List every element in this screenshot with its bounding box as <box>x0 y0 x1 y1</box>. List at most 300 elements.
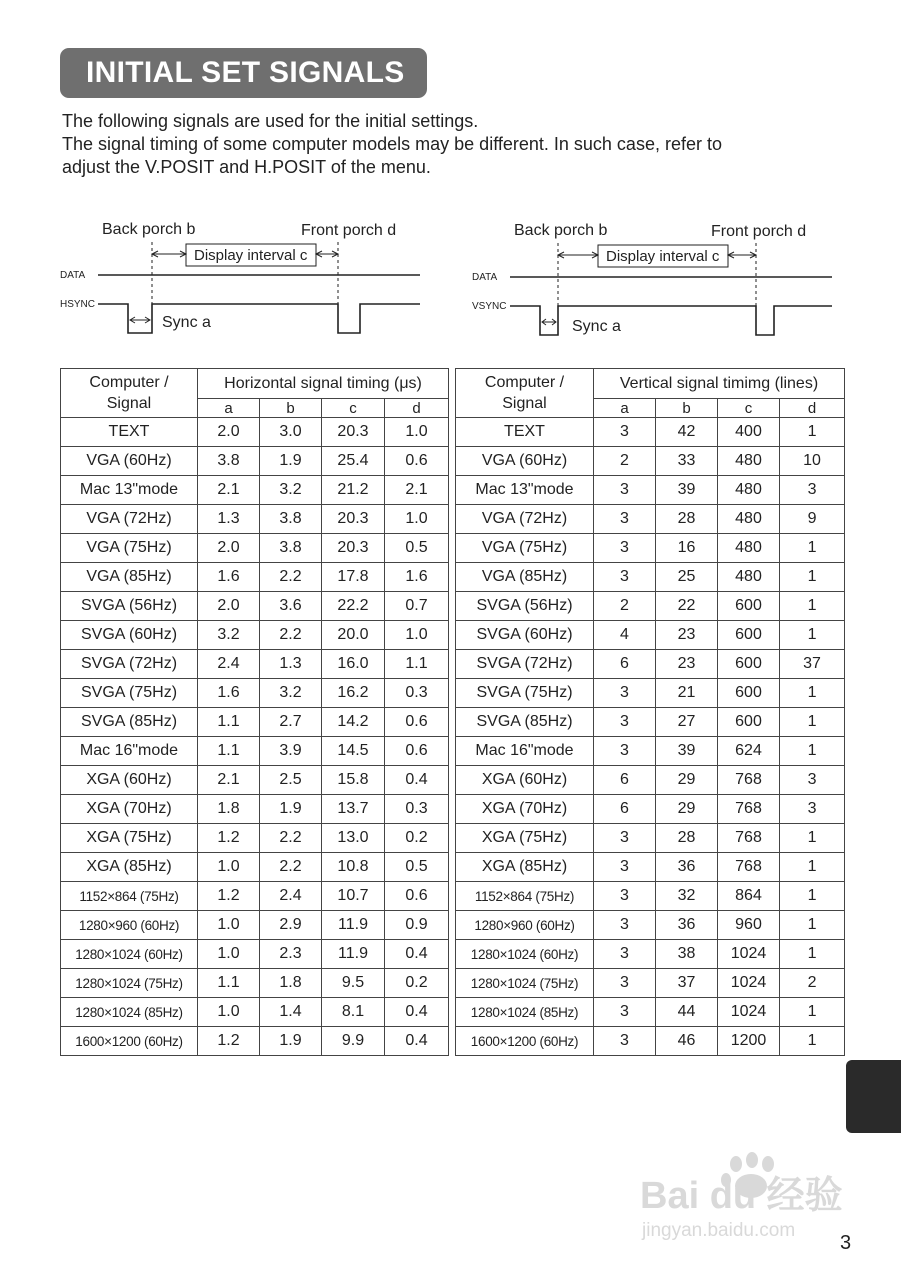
signal-name-cell: 1280×1024 (60Hz) <box>456 940 594 969</box>
timing-value-cell: 0.6 <box>385 447 449 476</box>
timing-value-cell: 2.7 <box>260 708 322 737</box>
signal-name-cell: XGA (85Hz) <box>456 853 594 882</box>
timing-value-cell: 6 <box>594 766 656 795</box>
back-porch-label: Back porch b <box>102 221 196 238</box>
signal-name-cell: Mac 16"mode <box>456 737 594 766</box>
table-row <box>61 621 449 650</box>
timing-value-cell: 3.2 <box>260 679 322 708</box>
display-interval-label: Display interval c <box>194 247 308 264</box>
signal-name-cell: SVGA (85Hz) <box>61 708 198 737</box>
timing-value-cell: 1.1 <box>198 737 260 766</box>
timing-value-cell: 20.3 <box>322 534 385 563</box>
timing-value-cell: 600 <box>718 708 780 737</box>
timing-value-cell: 2.1 <box>385 476 449 505</box>
back-porch-label: Back porch b <box>514 222 608 239</box>
timing-value-cell: 2 <box>594 592 656 621</box>
table-row <box>61 969 449 998</box>
timing-value-cell: 1.8 <box>198 795 260 824</box>
page-number: 3 <box>840 1232 852 1254</box>
table-row <box>456 650 845 679</box>
timing-value-cell: 36 <box>656 911 718 940</box>
timing-value-cell: 1024 <box>718 998 780 1027</box>
timing-value-cell: 1.3 <box>260 650 322 679</box>
timing-value-cell: 37 <box>656 969 718 998</box>
timing-value-cell: 2.4 <box>260 882 322 911</box>
timing-value-cell: 28 <box>656 505 718 534</box>
timing-value-cell: 1.0 <box>198 853 260 882</box>
signal-name-cell: 1600×1200 (60Hz) <box>456 1027 594 1056</box>
signal-name-cell: VGA (72Hz) <box>456 505 594 534</box>
signal-name-cell: 1152×864 (75Hz) <box>61 882 198 911</box>
table-row <box>61 795 449 824</box>
timing-value-cell: 17.8 <box>322 563 385 592</box>
timing-value-cell: 3 <box>594 969 656 998</box>
timing-value-cell: 1.9 <box>260 1027 322 1056</box>
table-row <box>456 505 845 534</box>
timing-value-cell: 3 <box>594 911 656 940</box>
timing-value-cell: 1.0 <box>385 621 449 650</box>
column-group-header: Horizontal signal timing (μs) <box>198 369 449 399</box>
baidu-watermark <box>640 1150 850 1250</box>
timing-value-cell: 3 <box>594 940 656 969</box>
intro-line: The signal timing of some computer models may be different. In such case, refer to <box>62 134 722 154</box>
column-header-b: b <box>260 399 322 418</box>
timing-value-cell: 1 <box>780 940 845 969</box>
timing-value-cell: 768 <box>718 795 780 824</box>
table-row <box>61 534 449 563</box>
timing-value-cell: 0.4 <box>385 998 449 1027</box>
vsync-signal-waveform <box>510 306 832 335</box>
table-row <box>456 621 845 650</box>
timing-value-cell: 20.0 <box>322 621 385 650</box>
signal-name-cell: Mac 13"mode <box>61 476 198 505</box>
timing-value-cell: 2 <box>594 447 656 476</box>
timing-value-cell: 29 <box>656 795 718 824</box>
table-row <box>61 766 449 795</box>
timing-value-cell: 2.3 <box>260 940 322 969</box>
timing-value-cell: 1.1 <box>385 650 449 679</box>
timing-value-cell: 3 <box>594 1027 656 1056</box>
timing-value-cell: 33 <box>656 447 718 476</box>
vsync-timing-diagram <box>470 212 850 342</box>
table-row <box>61 1027 449 1056</box>
table-row <box>456 824 845 853</box>
page-title: INITIAL SET SIGNALS <box>60 48 427 98</box>
timing-value-cell: 1.2 <box>198 824 260 853</box>
timing-value-cell: 3.8 <box>260 534 322 563</box>
signal-name-cell: VGA (85Hz) <box>61 563 198 592</box>
timing-value-cell: 27 <box>656 708 718 737</box>
timing-value-cell: 3 <box>594 476 656 505</box>
timing-value-cell: 768 <box>718 853 780 882</box>
timing-value-cell: 1 <box>780 708 845 737</box>
column-header-a: a <box>594 399 656 418</box>
timing-value-cell: 3.2 <box>198 621 260 650</box>
timing-value-cell: 15.8 <box>322 766 385 795</box>
table-row <box>456 563 845 592</box>
timing-value-cell: 0.2 <box>385 969 449 998</box>
timing-value-cell: 2.2 <box>260 853 322 882</box>
column-header-signal <box>61 369 198 418</box>
display-interval-label: Display interval c <box>606 248 720 265</box>
table-row <box>456 708 845 737</box>
table-row <box>456 418 845 447</box>
timing-value-cell: 2.0 <box>198 418 260 447</box>
timing-value-cell: 20.3 <box>322 505 385 534</box>
timing-value-cell: 3 <box>594 882 656 911</box>
timing-value-cell: 4 <box>594 621 656 650</box>
signal-name-cell: XGA (70Hz) <box>61 795 198 824</box>
sync-a-label: Sync a <box>572 318 621 335</box>
table-row <box>61 679 449 708</box>
table-row <box>456 795 845 824</box>
timing-value-cell: 768 <box>718 766 780 795</box>
timing-value-cell: 1.1 <box>198 969 260 998</box>
timing-value-cell: 42 <box>656 418 718 447</box>
timing-value-cell: 16.2 <box>322 679 385 708</box>
timing-value-cell: 2.1 <box>198 766 260 795</box>
timing-value-cell: 1 <box>780 882 845 911</box>
timing-value-cell: 864 <box>718 882 780 911</box>
timing-value-cell: 2.2 <box>260 621 322 650</box>
signal-name-cell: SVGA (56Hz) <box>456 592 594 621</box>
timing-value-cell: 1 <box>780 853 845 882</box>
table-row <box>456 447 845 476</box>
timing-value-cell: 9 <box>780 505 845 534</box>
signal-name-cell: SVGA (60Hz) <box>456 621 594 650</box>
timing-value-cell: 20.3 <box>322 418 385 447</box>
timing-value-cell: 3.8 <box>198 447 260 476</box>
column-header-a: a <box>198 399 260 418</box>
table-row <box>61 824 449 853</box>
timing-value-cell: 2.4 <box>198 650 260 679</box>
timing-value-cell: 0.7 <box>385 592 449 621</box>
timing-value-cell: 2.2 <box>260 563 322 592</box>
timing-value-cell: 0.4 <box>385 766 449 795</box>
timing-value-cell: 624 <box>718 737 780 766</box>
timing-value-cell: 46 <box>656 1027 718 1056</box>
timing-value-cell: 25.4 <box>322 447 385 476</box>
front-porch-label: Front porch d <box>301 222 397 239</box>
timing-value-cell: 0.2 <box>385 824 449 853</box>
timing-value-cell: 36 <box>656 853 718 882</box>
timing-value-cell: 480 <box>718 476 780 505</box>
timing-value-cell: 9.5 <box>322 969 385 998</box>
timing-value-cell: 14.2 <box>322 708 385 737</box>
watermark-brand: Bai du 经验 <box>640 1175 843 1217</box>
timing-value-cell: 480 <box>718 447 780 476</box>
timing-value-cell: 1.9 <box>260 795 322 824</box>
table-row <box>456 882 845 911</box>
front-porch-label: Front porch d <box>711 223 807 240</box>
table-row <box>61 882 449 911</box>
signal-name-cell: 1600×1200 (60Hz) <box>61 1027 198 1056</box>
timing-value-cell: 1 <box>780 1027 845 1056</box>
vertical-timing-table <box>455 368 845 1056</box>
table-row <box>456 534 845 563</box>
timing-value-cell: 2.0 <box>198 534 260 563</box>
timing-value-cell: 23 <box>656 621 718 650</box>
signal-name-cell: 1280×1024 (85Hz) <box>61 998 198 1027</box>
signal-name-cell: XGA (75Hz) <box>456 824 594 853</box>
timing-value-cell: 0.3 <box>385 679 449 708</box>
column-header-d: d <box>385 399 449 418</box>
timing-value-cell: 600 <box>718 679 780 708</box>
signal-name-cell: SVGA (56Hz) <box>61 592 198 621</box>
signal-name-cell: SVGA (60Hz) <box>61 621 198 650</box>
horizontal-timing-body <box>61 418 449 1056</box>
timing-value-cell: 1024 <box>718 940 780 969</box>
timing-value-cell: 0.6 <box>385 708 449 737</box>
signal-name-cell: 1280×1024 (85Hz) <box>456 998 594 1027</box>
timing-value-cell: 3 <box>594 824 656 853</box>
table-row <box>61 418 449 447</box>
timing-value-cell: 10.8 <box>322 853 385 882</box>
table-row <box>456 679 845 708</box>
timing-value-cell: 44 <box>656 998 718 1027</box>
timing-value-cell: 3 <box>780 766 845 795</box>
data-signal-label: DATA <box>60 270 86 281</box>
timing-value-cell: 1 <box>780 534 845 563</box>
timing-value-cell: 14.5 <box>322 737 385 766</box>
signal-name-cell: 1280×960 (60Hz) <box>61 911 198 940</box>
timing-value-cell: 3 <box>594 534 656 563</box>
timing-value-cell: 1 <box>780 621 845 650</box>
signal-name-cell: 1280×1024 (75Hz) <box>456 969 594 998</box>
timing-value-cell: 0.4 <box>385 940 449 969</box>
timing-value-cell: 3.2 <box>260 476 322 505</box>
column-header-c: c <box>718 399 780 418</box>
timing-value-cell: 3 <box>594 708 656 737</box>
signal-name-cell: XGA (60Hz) <box>61 766 198 795</box>
hsync-signal-label: HSYNC <box>60 299 96 310</box>
timing-value-cell: 3 <box>594 505 656 534</box>
table-row <box>456 592 845 621</box>
timing-value-cell: 6 <box>594 795 656 824</box>
timing-value-cell: 1.2 <box>198 1027 260 1056</box>
timing-value-cell: 39 <box>656 737 718 766</box>
timing-value-cell: 1.3 <box>198 505 260 534</box>
timing-value-cell: 960 <box>718 911 780 940</box>
watermark-url: jingyan.baidu.com <box>642 1220 796 1241</box>
signal-name-cell: 1280×1024 (75Hz) <box>61 969 198 998</box>
timing-value-cell: 1200 <box>718 1027 780 1056</box>
table-row <box>456 969 845 998</box>
timing-value-cell: 2.1 <box>198 476 260 505</box>
table-row <box>61 476 449 505</box>
timing-value-cell: 9.9 <box>322 1027 385 1056</box>
sync-a-label: Sync a <box>162 314 211 331</box>
timing-value-cell: 1 <box>780 911 845 940</box>
table-row <box>456 853 845 882</box>
table-row <box>61 592 449 621</box>
signal-name-cell: SVGA (85Hz) <box>456 708 594 737</box>
column-group-header: Vertical signal timimg (lines) <box>594 369 845 399</box>
column-header-c: c <box>322 399 385 418</box>
timing-value-cell: 3.6 <box>260 592 322 621</box>
timing-value-cell: 16 <box>656 534 718 563</box>
timing-value-cell: 400 <box>718 418 780 447</box>
timing-value-cell: 29 <box>656 766 718 795</box>
column-header-d: d <box>780 399 845 418</box>
timing-value-cell: 3.0 <box>260 418 322 447</box>
table-row <box>61 853 449 882</box>
signal-name-cell: Mac 16"mode <box>61 737 198 766</box>
timing-value-cell: 3 <box>594 737 656 766</box>
timing-value-cell: 0.9 <box>385 911 449 940</box>
data-signal-label: DATA <box>472 272 498 283</box>
timing-value-cell: 2.9 <box>260 911 322 940</box>
timing-value-cell: 1.0 <box>385 418 449 447</box>
timing-value-cell: 21 <box>656 679 718 708</box>
vertical-timing-body <box>456 418 845 1056</box>
timing-value-cell: 1 <box>780 418 845 447</box>
timing-value-cell: 21.2 <box>322 476 385 505</box>
table-row <box>456 766 845 795</box>
timing-value-cell: 1.9 <box>260 447 322 476</box>
timing-value-cell: 3 <box>780 795 845 824</box>
table-row <box>61 911 449 940</box>
timing-value-cell: 3 <box>594 853 656 882</box>
timing-value-cell: 6 <box>594 650 656 679</box>
signal-name-cell: Mac 13"mode <box>456 476 594 505</box>
column-header-b: b <box>656 399 718 418</box>
timing-value-cell: 0.4 <box>385 1027 449 1056</box>
timing-value-cell: 1 <box>780 592 845 621</box>
signal-name-cell: TEXT <box>456 418 594 447</box>
timing-value-cell: 10.7 <box>322 882 385 911</box>
timing-value-cell: 13.7 <box>322 795 385 824</box>
timing-value-cell: 8.1 <box>322 998 385 1027</box>
signal-name-cell: 1280×960 (60Hz) <box>456 911 594 940</box>
timing-value-cell: 32 <box>656 882 718 911</box>
timing-value-cell: 480 <box>718 534 780 563</box>
horizontal-timing-table <box>60 368 449 1056</box>
timing-value-cell: 768 <box>718 824 780 853</box>
timing-value-cell: 3 <box>780 476 845 505</box>
column-header-signal <box>456 369 594 418</box>
timing-value-cell: 38 <box>656 940 718 969</box>
table-row <box>456 737 845 766</box>
timing-value-cell: 11.9 <box>322 940 385 969</box>
timing-value-cell: 1 <box>780 737 845 766</box>
timing-value-cell: 1.0 <box>198 940 260 969</box>
signal-name-cell: SVGA (72Hz) <box>61 650 198 679</box>
timing-value-cell: 22.2 <box>322 592 385 621</box>
timing-value-cell: 1.4 <box>260 998 322 1027</box>
timing-value-cell: 2.2 <box>260 824 322 853</box>
timing-value-cell: 11.9 <box>322 911 385 940</box>
timing-value-cell: 600 <box>718 592 780 621</box>
signal-name-cell: TEXT <box>61 418 198 447</box>
intro-text <box>62 110 852 179</box>
timing-value-cell: 1 <box>780 998 845 1027</box>
timing-value-cell: 1.0 <box>385 505 449 534</box>
column-header-signal-line: Computer / <box>484 374 565 391</box>
hsync-signal-waveform <box>98 304 420 333</box>
column-header-signal-line: Signal <box>106 395 152 412</box>
timing-value-cell: 3.8 <box>260 505 322 534</box>
timing-value-cell: 2.5 <box>260 766 322 795</box>
table-row <box>61 563 449 592</box>
signal-name-cell: XGA (60Hz) <box>456 766 594 795</box>
timing-value-cell: 3 <box>594 418 656 447</box>
timing-value-cell: 28 <box>656 824 718 853</box>
chapter-tab <box>846 1060 901 1133</box>
hsync-timing-diagram <box>58 212 438 342</box>
table-row <box>61 737 449 766</box>
timing-value-cell: 3 <box>594 679 656 708</box>
signal-name-cell: VGA (60Hz) <box>456 447 594 476</box>
table-row <box>61 998 449 1027</box>
timing-value-cell: 600 <box>718 621 780 650</box>
table-row <box>61 447 449 476</box>
timing-value-cell: 1.1 <box>198 708 260 737</box>
intro-line: The following signals are used for the initial settings. <box>62 111 479 131</box>
signal-name-cell: VGA (75Hz) <box>61 534 198 563</box>
column-header-signal-line: Computer / <box>89 374 169 391</box>
baidu-watermark-svg <box>640 1150 850 1250</box>
table-row <box>61 940 449 969</box>
vsync-signal-label: VSYNC <box>472 301 507 312</box>
timing-value-cell: 0.6 <box>385 737 449 766</box>
timing-value-cell: 3 <box>594 998 656 1027</box>
table-row <box>456 1027 845 1056</box>
timing-value-cell: 1 <box>780 563 845 592</box>
timing-value-cell: 10 <box>780 447 845 476</box>
timing-value-cell: 1.2 <box>198 882 260 911</box>
table-row <box>61 708 449 737</box>
timing-value-cell: 25 <box>656 563 718 592</box>
signal-name-cell: XGA (70Hz) <box>456 795 594 824</box>
signal-name-cell: XGA (75Hz) <box>61 824 198 853</box>
vsync-timing-svg <box>470 212 850 342</box>
signal-name-cell: VGA (60Hz) <box>61 447 198 476</box>
timing-value-cell: 1.6 <box>198 679 260 708</box>
timing-value-cell: 1024 <box>718 969 780 998</box>
timing-value-cell: 1 <box>780 679 845 708</box>
timing-value-cell: 1.0 <box>198 911 260 940</box>
timing-value-cell: 0.6 <box>385 882 449 911</box>
timing-value-cell: 2.0 <box>198 592 260 621</box>
timing-value-cell: 0.5 <box>385 534 449 563</box>
timing-value-cell: 1.6 <box>385 563 449 592</box>
signal-name-cell: XGA (85Hz) <box>61 853 198 882</box>
signal-name-cell: 1152×864 (75Hz) <box>456 882 594 911</box>
hsync-timing-svg <box>58 212 438 342</box>
timing-value-cell: 22 <box>656 592 718 621</box>
table-row <box>456 998 845 1027</box>
signal-name-cell: VGA (72Hz) <box>61 505 198 534</box>
timing-value-cell: 1.8 <box>260 969 322 998</box>
timing-value-cell: 480 <box>718 563 780 592</box>
timing-value-cell: 1 <box>780 824 845 853</box>
timing-value-cell: 2 <box>780 969 845 998</box>
signal-name-cell: 1280×1024 (60Hz) <box>61 940 198 969</box>
table-row <box>456 911 845 940</box>
timing-value-cell: 600 <box>718 650 780 679</box>
signal-name-cell: VGA (85Hz) <box>456 563 594 592</box>
table-row <box>456 940 845 969</box>
timing-value-cell: 39 <box>656 476 718 505</box>
timing-value-cell: 1.0 <box>198 998 260 1027</box>
signal-name-cell: SVGA (75Hz) <box>61 679 198 708</box>
signal-name-cell: SVGA (72Hz) <box>456 650 594 679</box>
table-row <box>61 650 449 679</box>
timing-value-cell: 0.5 <box>385 853 449 882</box>
signal-name-cell: SVGA (75Hz) <box>456 679 594 708</box>
timing-value-cell: 37 <box>780 650 845 679</box>
